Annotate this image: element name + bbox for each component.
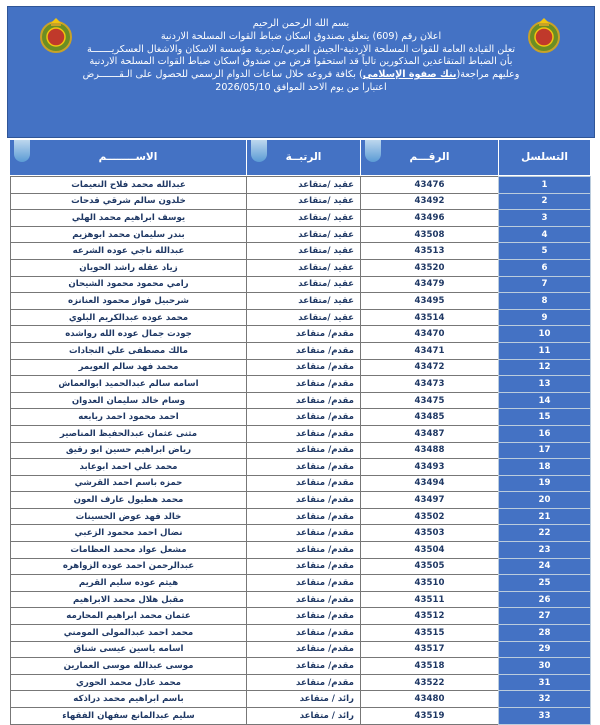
cell-name: مقبل هلال محمد الابراهيم xyxy=(11,591,247,608)
cell-seq: 2 xyxy=(499,193,591,210)
cell-seq: 12 xyxy=(499,359,591,376)
cell-name: احمد محمود احمد ربابعه xyxy=(11,409,247,426)
cell-number: 43495 xyxy=(361,293,499,310)
cell-name: شرحبيل فواز محمود العنانزه xyxy=(11,293,247,310)
cell-seq: 15 xyxy=(499,409,591,426)
table-header xyxy=(10,140,590,177)
cell-name: عبدالرحمن احمد عوده الزواهره xyxy=(11,558,247,575)
announcement-line-4: وعليهم مراجعة(بنك صفوة الإسلامي) بكافة فروعه خلال ساعات الدوام الرسمي للحصول على الـقـــــــرض xyxy=(82,69,520,81)
table-row xyxy=(11,492,591,509)
cell-seq: 6 xyxy=(499,259,591,276)
cell-name: عثمان محمد ابراهيم المحارمه xyxy=(11,608,247,625)
cell-rank: مقدم/ متقاعد xyxy=(247,558,361,575)
announcement-line-2: تعلن القيادة العامة للقوات المسلحة الاردنية-الجيش العربي/مديرية مؤسسة الاسكان والاشغال العسكريـــــــة xyxy=(86,43,515,55)
cell-seq: 20 xyxy=(499,492,591,509)
cell-number: 43511 xyxy=(361,591,499,608)
cell-name: يوسف ابراهيم محمد الهلي xyxy=(11,210,247,227)
cell-name: وسام خالد سليمان العدوان xyxy=(11,392,247,409)
cell-seq: 25 xyxy=(499,575,591,592)
table-row xyxy=(11,177,591,194)
cell-name: موسى عبدالله موسى العمارين xyxy=(11,658,247,675)
announcement-title: اعلان رقم (609) يتعلق بصندوق اسكان ضباط القوات المسلحة الاردنية xyxy=(160,30,442,42)
cell-number: 43519 xyxy=(361,708,499,725)
cell-rank: مقدم/ متقاعد xyxy=(247,442,361,459)
cell-seq: 18 xyxy=(499,459,591,476)
cell-number: 43485 xyxy=(361,409,499,426)
cell-seq: 29 xyxy=(499,641,591,658)
cell-rank: رائد / متقاعد xyxy=(247,691,361,708)
cell-seq: 22 xyxy=(499,525,591,542)
cell-number: 43470 xyxy=(361,326,499,343)
table-row xyxy=(11,243,591,260)
cell-number: 43517 xyxy=(361,641,499,658)
cell-number: 43512 xyxy=(361,608,499,625)
cell-rank: مقدم/ متقاعد xyxy=(247,492,361,509)
cell-number: 43475 xyxy=(361,392,499,409)
cell-name: خلدون سالم شرقي قدحات xyxy=(11,193,247,210)
announcement-date-line: اعتبارا من يوم الاحد الموافق 2026/05/10 xyxy=(215,81,387,93)
cell-rank: مقدم/ متقاعد xyxy=(247,359,361,376)
cell-name: رامي محمود محمود الشيحان xyxy=(11,276,247,293)
table-row xyxy=(11,425,591,442)
table-row xyxy=(11,542,591,559)
table-row xyxy=(11,193,591,210)
cell-rank: عقيد /متقاعد xyxy=(247,276,361,293)
cell-name: بندر سليمان محمد ابوهزيم xyxy=(11,226,247,243)
cell-name: مثنى عثمان عبدالحفيظ المناصير xyxy=(11,425,247,442)
table-row xyxy=(11,475,591,492)
cell-number: 43497 xyxy=(361,492,499,509)
cell-seq: 7 xyxy=(499,276,591,293)
cell-seq: 3 xyxy=(499,210,591,227)
cell-number: 43496 xyxy=(361,210,499,227)
table-row xyxy=(11,226,591,243)
cell-name: حمزه باسم احمد القرشي xyxy=(11,475,247,492)
cell-number: 43494 xyxy=(361,475,499,492)
cell-number: 43472 xyxy=(361,359,499,376)
cell-number: 43488 xyxy=(361,442,499,459)
cell-number: 43522 xyxy=(361,674,499,691)
cell-rank: مقدم/ متقاعد xyxy=(247,392,361,409)
announcement-header xyxy=(7,6,595,138)
table-row xyxy=(11,376,591,393)
cell-number: 43471 xyxy=(361,342,499,359)
cell-number: 43504 xyxy=(361,542,499,559)
cell-seq: 13 xyxy=(499,376,591,393)
cell-name: خالد فهد عوض الحسينات xyxy=(11,508,247,525)
table-row xyxy=(11,674,591,691)
table-row xyxy=(11,525,591,542)
cell-name: محمد علي احمد ابوعابد xyxy=(11,459,247,476)
table-row xyxy=(11,558,591,575)
table-row xyxy=(11,342,591,359)
cell-name: اسامه سالم عبدالحميد ابوالعماش xyxy=(11,376,247,393)
table-row xyxy=(11,459,591,476)
cell-rank: مقدم/ متقاعد xyxy=(247,376,361,393)
table-row xyxy=(11,392,591,409)
cell-rank: عقيد /متقاعد xyxy=(247,210,361,227)
cell-number: 43505 xyxy=(361,558,499,575)
cell-number: 43508 xyxy=(361,226,499,243)
cell-name: محمد هطيول عارف العون xyxy=(11,492,247,509)
cell-rank: عقيد /متقاعد xyxy=(247,193,361,210)
cell-seq: 21 xyxy=(499,508,591,525)
table-row xyxy=(11,625,591,642)
cell-seq: 23 xyxy=(499,542,591,559)
column-header-number: الرقـــم xyxy=(360,140,498,175)
table-row xyxy=(11,309,591,326)
table-row xyxy=(11,708,591,725)
cell-seq: 26 xyxy=(499,591,591,608)
cell-number: 43514 xyxy=(361,309,499,326)
cell-name: سليم عبدالمانع سفهان الفقهاء xyxy=(11,708,247,725)
cell-name: عبدالله ناجي عوده الشرعه xyxy=(11,243,247,260)
cell-name: محمد فهد سالم العويمر xyxy=(11,359,247,376)
cell-seq: 10 xyxy=(499,326,591,343)
cell-number: 43487 xyxy=(361,425,499,442)
cell-number: 43476 xyxy=(361,177,499,194)
cell-rank: مقدم/ متقاعد xyxy=(247,525,361,542)
cell-seq: 14 xyxy=(499,392,591,409)
table-row xyxy=(11,508,591,525)
cell-seq: 33 xyxy=(499,708,591,725)
cell-number: 43493 xyxy=(361,459,499,476)
table-row xyxy=(11,591,591,608)
bank-name: بنك صفوة الإسلامي xyxy=(362,69,457,81)
cell-name: عبدالله محمد فلاح النعيمات xyxy=(11,177,247,194)
cell-seq: 9 xyxy=(499,309,591,326)
cell-rank: عقيد /متقاعد xyxy=(247,259,361,276)
cell-number: 43520 xyxy=(361,259,499,276)
cell-seq: 17 xyxy=(499,442,591,459)
cell-number: 43492 xyxy=(361,193,499,210)
column-header-rank: الرتبــة xyxy=(246,140,360,175)
cell-number: 43513 xyxy=(361,243,499,260)
cell-number: 43473 xyxy=(361,376,499,393)
cell-rank: عقيد /متقاعد xyxy=(247,309,361,326)
cell-rank: مقدم/ متقاعد xyxy=(247,409,361,426)
cell-rank: عقيد /متقاعد xyxy=(247,293,361,310)
cell-seq: 1 xyxy=(499,177,591,194)
cell-seq: 24 xyxy=(499,558,591,575)
cell-name: مالك مصطفى علي النجادات xyxy=(11,342,247,359)
table-row xyxy=(11,658,591,675)
cell-name: جودت جمال عوده الله رواشده xyxy=(11,326,247,343)
cell-rank: مقدم/ متقاعد xyxy=(247,326,361,343)
cell-seq: 30 xyxy=(499,658,591,675)
cell-seq: 11 xyxy=(499,342,591,359)
announcement-line-3: بأن الضباط المتقاعدين المذكورين تالياً قد استحقوا قرض من صندوق اسكان ضباط القوات المسلحة الاردنية xyxy=(89,56,513,68)
table-row xyxy=(11,359,591,376)
cell-rank: مقدم/ متقاعد xyxy=(247,575,361,592)
table-row xyxy=(11,293,591,310)
cell-number: 43479 xyxy=(361,276,499,293)
cell-rank: مقدم/ متقاعد xyxy=(247,641,361,658)
table-row xyxy=(11,641,591,658)
cell-name: نضال احمد محمود الزعبي xyxy=(11,525,247,542)
cell-rank: عقيد /متقاعد xyxy=(247,226,361,243)
cell-name: محمد عوده عبدالكريم البلوي xyxy=(11,309,247,326)
cell-rank: رائد / متقاعد xyxy=(247,708,361,725)
cell-rank: مقدم/ متقاعد xyxy=(247,508,361,525)
cell-rank: مقدم/ متقاعد xyxy=(247,658,361,675)
cell-name: اسامه ياسين عيسى شناق xyxy=(11,641,247,658)
cell-rank: مقدم/ متقاعد xyxy=(247,625,361,642)
cell-seq: 4 xyxy=(499,226,591,243)
cell-seq: 32 xyxy=(499,691,591,708)
column-header-name: الاســــــــم xyxy=(10,140,246,175)
cell-name: زياد عقله راشد الحويان xyxy=(11,259,247,276)
cell-seq: 5 xyxy=(499,243,591,260)
cell-name: باسم ابراهيم محمد دراذكه xyxy=(11,691,247,708)
table-row xyxy=(11,276,591,293)
cell-number: 43503 xyxy=(361,525,499,542)
table-row xyxy=(11,575,591,592)
cell-number: 43480 xyxy=(361,691,499,708)
cell-number: 43502 xyxy=(361,508,499,525)
cell-seq: 31 xyxy=(499,674,591,691)
cell-rank: مقدم/ متقاعد xyxy=(247,608,361,625)
officers-table xyxy=(10,176,591,725)
cell-name: محمد عادل محمد الحوري xyxy=(11,674,247,691)
cell-rank: مقدم/ متقاعد xyxy=(247,425,361,442)
cell-name: مشعل عواد محمد العظامات xyxy=(11,542,247,559)
cell-number: 43515 xyxy=(361,625,499,642)
cell-name: محمد احمد عبدالمولى المومني xyxy=(11,625,247,642)
table-row xyxy=(11,608,591,625)
cell-rank: مقدم/ متقاعد xyxy=(247,459,361,476)
cell-rank: مقدم/ متقاعد xyxy=(247,542,361,559)
table-row xyxy=(11,210,591,227)
table-row xyxy=(11,409,591,426)
cell-rank: عقيد /متقاعد xyxy=(247,243,361,260)
cell-number: 43510 xyxy=(361,575,499,592)
cell-name: رياض ابراهيم حسين ابو رقيق xyxy=(11,442,247,459)
cell-rank: مقدم/ متقاعد xyxy=(247,475,361,492)
cell-seq: 19 xyxy=(499,475,591,492)
cell-seq: 27 xyxy=(499,608,591,625)
column-header-seq: التسلسل xyxy=(498,140,590,175)
cell-name: هيثم عوده سليم القريم xyxy=(11,575,247,592)
cell-rank: مقدم/ متقاعد xyxy=(247,591,361,608)
cell-number: 43518 xyxy=(361,658,499,675)
table-row xyxy=(11,442,591,459)
table-row xyxy=(11,691,591,708)
basmala: بسم الله الرحمن الرحيم xyxy=(252,18,350,29)
cell-seq: 16 xyxy=(499,425,591,442)
table-row xyxy=(11,259,591,276)
cell-rank: عقيد /متقاعد xyxy=(247,177,361,194)
cell-rank: مقدم/ متقاعد xyxy=(247,342,361,359)
cell-seq: 8 xyxy=(499,293,591,310)
cell-seq: 28 xyxy=(499,625,591,642)
cell-rank: مقدم/ متقاعد xyxy=(247,674,361,691)
table-row xyxy=(11,326,591,343)
